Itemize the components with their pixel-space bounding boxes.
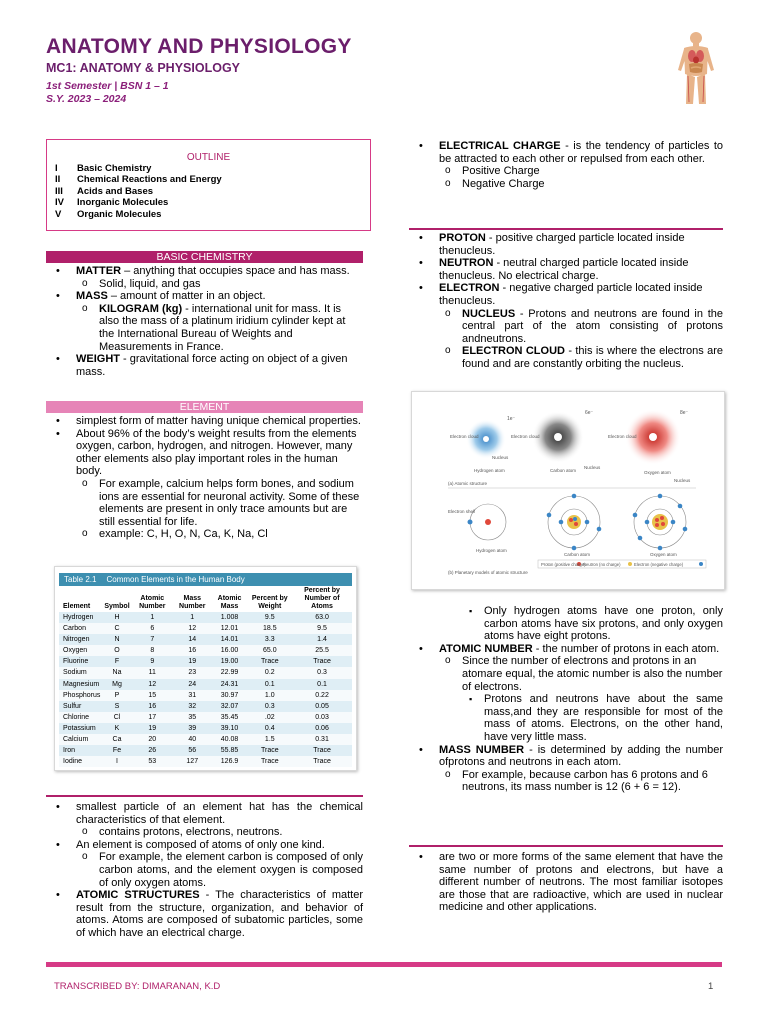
table-cell: 12 xyxy=(188,625,197,633)
table-cell: F xyxy=(114,658,120,666)
proton-bullet xyxy=(409,232,723,257)
neutron-definition: - neutral charged particle located inside thenucleus. No electrical charge. xyxy=(439,257,689,282)
outline-box xyxy=(46,139,371,231)
table-row xyxy=(59,623,352,634)
table-cell: 0.31 xyxy=(315,736,329,744)
table-cell: 19 xyxy=(188,658,197,666)
table-cell: 0.03 xyxy=(315,713,329,721)
semester-line: 1st Semester | BSN 1 – 1 xyxy=(46,80,169,92)
table-cell: Trace xyxy=(260,747,279,755)
outline-item xyxy=(55,209,222,220)
label-electron-cloud-2: Electron cloud xyxy=(511,434,540,439)
basic-chemistry-section xyxy=(46,265,363,378)
table-cell: 32 xyxy=(188,702,197,710)
table-row xyxy=(59,723,352,734)
table-cell: Na xyxy=(112,669,122,677)
atom-contents: o contains protons, electrons, neutrons. xyxy=(46,826,363,839)
table-cell: 1.0 xyxy=(264,691,275,699)
weight-definition: - gravitational force acting on object of a given mass. xyxy=(76,353,348,378)
legend-proton: Proton (positive charge) xyxy=(541,562,586,567)
table-cell: 16.00 xyxy=(220,647,239,655)
table-cell: 0.1 xyxy=(317,680,327,688)
outline-num: V xyxy=(55,208,62,220)
elements-table xyxy=(59,586,352,767)
table-header-cell: Mass Number xyxy=(179,595,206,610)
table-cell: Trace xyxy=(313,747,331,755)
proton-uniqueness: ▪ Only hydrogen atoms have one proton, only carbon atoms have six protons, and only oxygen atoms have eight protons. xyxy=(409,605,723,643)
table-cell: Trace xyxy=(260,758,279,766)
table-cell: 25.5 xyxy=(315,647,329,655)
electrical-charge-bullet xyxy=(409,140,723,165)
outline-label: Inorganic Molecules xyxy=(77,197,169,209)
isotopes-divider xyxy=(409,845,723,847)
outline-label: Chemical Reactions and Energy xyxy=(77,174,222,186)
table-cell: 0.3 xyxy=(317,669,327,677)
neutron-bullet xyxy=(409,257,723,282)
table-cell: Sodium xyxy=(63,669,87,677)
atomic-structures-bullet xyxy=(46,889,363,939)
element-definition: • simplest form of matter having unique chemical properties. xyxy=(46,415,363,428)
table-row xyxy=(59,667,352,678)
outline-item xyxy=(55,163,222,174)
table-cell: 1.008 xyxy=(220,614,239,621)
element-section xyxy=(46,415,363,541)
table-cell: 12.01 xyxy=(220,625,239,633)
table-cell: O xyxy=(114,647,120,655)
table-header-cell: Atomic Mass xyxy=(217,595,242,610)
footer-bar xyxy=(46,962,722,967)
label-oxygen-atom: Oxygen atom xyxy=(644,470,671,475)
table-cell: 32.07 xyxy=(220,702,239,710)
table-cell: 9 xyxy=(150,658,155,666)
table-row xyxy=(59,712,352,723)
label-hydrogen-atom: Hydrogen atom xyxy=(474,468,505,473)
electron-cloud-term: ELECTRON CLOUD xyxy=(462,345,565,358)
table-cell: 9.5 xyxy=(317,625,327,633)
element-heading: ELEMENT xyxy=(46,401,363,413)
mass-number-term: MASS NUMBER xyxy=(439,743,525,756)
table-row xyxy=(59,612,352,623)
table-cell: H xyxy=(114,614,120,621)
table-cell: Carbon xyxy=(63,625,86,633)
table-cell: 53 xyxy=(148,758,157,766)
table-cell: 0.4 xyxy=(264,724,275,732)
table-header-cell: Percent by Number of Atoms xyxy=(304,587,340,610)
weight-bullet xyxy=(46,353,363,378)
nucleus-definition: - Protons and neutrons are found in the central part of the atom consisting of protons andneutrons. xyxy=(462,307,723,345)
matter-term: MATTER xyxy=(76,265,122,277)
table-row xyxy=(59,745,352,756)
electron-cloud-item xyxy=(409,345,723,370)
table-cell: 0.06 xyxy=(315,724,329,732)
isotopes-section xyxy=(409,851,723,914)
electrical-charge-term: ELECTRICAL CHARGE xyxy=(439,140,561,152)
atomic-number-definition: - the number of protons in each atom. xyxy=(532,642,720,655)
proton-neutron-mass: ▪ Protons and neutrons have about the same mass,and they are responsible for most of the mass of atoms. Electrons, on the other hand, have very little mass. xyxy=(409,693,723,743)
table-cell: 3.3 xyxy=(264,636,275,644)
outline-item xyxy=(55,197,222,208)
table-cell: 35.45 xyxy=(220,713,239,721)
kilogram-item xyxy=(46,303,363,353)
table-cell: 12 xyxy=(148,680,157,688)
mass-number-definition: - is determined by adding the number ofprotons and neutrons in each atom. xyxy=(439,743,723,769)
table-cell: Fluorine xyxy=(63,658,89,666)
table-cell: Calcium xyxy=(63,736,89,744)
outline-num: IV xyxy=(55,197,64,209)
table-cell: Iodine xyxy=(63,758,83,766)
table-cell: 56 xyxy=(188,747,197,755)
table-cell: 11 xyxy=(148,669,156,677)
element-example-calcium: o For example, calcium helps form bones, and sodium ions are essential for neuronal activity. Some of these elements are present in only trace amounts but are still essential for life. xyxy=(46,478,363,528)
outline-item xyxy=(55,186,222,197)
label-nucleus-2: Nucleus xyxy=(584,465,601,470)
oxygen-nucleus xyxy=(649,433,657,441)
table-cell: 39.10 xyxy=(220,724,239,732)
atom-section xyxy=(46,801,363,940)
nucleus-item xyxy=(409,308,723,346)
table-cell: 7 xyxy=(150,636,155,644)
table-cell: 16 xyxy=(188,647,197,655)
table-cell: Phosphorus xyxy=(63,691,101,699)
table-cell: P xyxy=(114,691,120,699)
label-electron-shell: Electron shell xyxy=(448,509,476,514)
table-title: Common Elements in the Human Body xyxy=(106,575,245,584)
label-oxygen-atom-b: Oxygen atom xyxy=(650,552,677,557)
table-cell: 1.5 xyxy=(264,736,275,744)
table-cell: 22.99 xyxy=(220,669,239,677)
table-cell: K xyxy=(114,724,120,732)
table-cell: Trace xyxy=(313,658,331,666)
school-year-line: S.Y. 2023 – 2024 xyxy=(46,93,127,105)
table-cell: 8 xyxy=(150,647,155,655)
outline-list xyxy=(55,163,222,220)
negative-charge: o Negative Charge xyxy=(409,178,723,191)
label-hydrogen-atom-b: Hydrogen atom xyxy=(476,548,507,553)
table-cell: Sulfur xyxy=(63,702,82,710)
label-nucleus-3: Nucleus xyxy=(674,478,691,483)
nucleus-term: NUCLEUS xyxy=(462,307,516,320)
basic-chemistry-heading: BASIC CHEMISTRY xyxy=(46,251,363,263)
matter-states: o Solid, liquid, and gas xyxy=(46,278,363,291)
table-cell: Trace xyxy=(313,758,331,766)
table-header-cell: Element xyxy=(63,603,91,610)
table-header-cell: Percent by Weight xyxy=(251,595,288,610)
atomic-structures-definition: - The characteristics of matter result from the structure, organization, and behavior of atoms. Atoms are composed of subatomic particles, some of which have an electrical charge. xyxy=(76,889,363,939)
caption-planetary-models: (b) Planetary models of atomic structure xyxy=(448,570,528,575)
kilogram-definition: - international unit for mass. It is also the mass of a platinum iridium cylinder kept at the International Bureau of Weights and Measurements in France. xyxy=(99,302,346,353)
atom-element-kind: • An element is composed of atoms of only one kind. xyxy=(46,839,363,852)
atom-definition: • smallest particle of an element hat has the chemical characteristics of that element. xyxy=(46,801,363,826)
outline-label: Basic Chemistry xyxy=(77,163,152,174)
mass-definition: – amount of matter in an object. xyxy=(107,290,266,303)
table-row xyxy=(59,690,352,701)
table-cell: Potassium xyxy=(63,724,96,732)
table-row xyxy=(59,634,352,645)
proton-term: PROTON xyxy=(439,232,486,244)
mass-bullet xyxy=(46,290,363,303)
hydrogen-electron-count: 1e⁻ xyxy=(507,416,516,422)
table-cell: 39 xyxy=(188,724,197,732)
weight-term: WEIGHT xyxy=(76,353,120,366)
table-cell: Magnesium xyxy=(63,680,100,688)
table-header-cell: Symbol xyxy=(104,603,130,610)
table-row xyxy=(59,701,352,712)
atomic-structure-figure xyxy=(411,391,725,590)
atom-carbon-example: o For example, the element carbon is composed of only carbon atoms, and the element oxygen is composed of only oxygen atoms. xyxy=(46,851,363,889)
table-cell: 14 xyxy=(188,636,197,644)
positive-charge: o Positive Charge xyxy=(409,165,723,178)
table-cell: 65.0 xyxy=(262,647,277,655)
mass-term: MASS xyxy=(76,290,108,303)
table-cell: 18.5 xyxy=(262,625,277,633)
table-cell: 24 xyxy=(188,680,197,688)
table-header-cell: Atomic Number xyxy=(139,595,166,610)
label-electron-cloud-3: Electron cloud xyxy=(608,434,637,439)
table-cell: 0.22 xyxy=(315,691,329,699)
table-row xyxy=(59,645,352,656)
table-cell: 40 xyxy=(188,736,197,744)
table-cell: 26 xyxy=(148,747,157,755)
table-cell: Hydrogen xyxy=(63,614,94,621)
label-carbon-atom-b: Carbon atom xyxy=(564,552,591,557)
table-cell: 23 xyxy=(188,669,197,677)
electrical-charge-definition: - is the tendency of particles to be attracted to each other or repulsed from each other. xyxy=(439,140,723,165)
electron-cloud-definition: - this is where the electrons are found and are constantly orbiting the nucleus. xyxy=(462,345,723,370)
table-cell: 35 xyxy=(188,713,197,721)
electrical-charge-section xyxy=(409,140,723,190)
atom-divider xyxy=(46,795,363,797)
caption-atomic-structure: (a) Atomic structure xyxy=(448,481,488,486)
table-cell: 19.00 xyxy=(220,658,239,666)
table-row xyxy=(59,656,352,667)
table-cell: 0.2 xyxy=(264,669,275,677)
table-cell: Ca xyxy=(112,736,122,744)
outline-num: II xyxy=(55,174,61,186)
outline-label: Acids and Bases xyxy=(77,185,154,197)
table-row xyxy=(59,679,352,690)
page-number: 1 xyxy=(708,981,714,992)
table-cell: Fe xyxy=(112,747,122,755)
table-cell: 30.97 xyxy=(220,691,239,699)
table-cell: 40.08 xyxy=(220,736,239,744)
table-cell: 20 xyxy=(148,736,157,744)
table-cell: 63.0 xyxy=(315,614,329,621)
proton-definition: - positive charged particle located inside thenucleus. xyxy=(439,232,685,257)
table-cell: Oxygen xyxy=(63,647,88,655)
outline-label: Organic Molecules xyxy=(77,208,162,220)
carbon-electron-count: 6e⁻ xyxy=(585,410,594,416)
table-cell: 14.01 xyxy=(220,636,239,644)
table-cell: 15 xyxy=(148,691,157,699)
course-subtitle: MC1: ANATOMY & PHYSIOLOGY xyxy=(46,61,241,75)
atomic-number-bullet xyxy=(409,643,723,656)
table-cell: 6 xyxy=(150,625,155,633)
table-cell: 9.5 xyxy=(264,614,275,621)
electron-definition: - negative charged particle located inside thenucleus. xyxy=(439,282,703,307)
table-cell: I xyxy=(116,758,118,766)
neutron-term: NEUTRON xyxy=(439,257,494,270)
table-cell: C xyxy=(114,625,120,633)
outline-title: OUTLINE xyxy=(186,152,231,163)
table-cell: 0.1 xyxy=(264,680,275,688)
table-cell: 0.3 xyxy=(264,702,275,710)
table-cell: Cl xyxy=(113,713,121,721)
transcriber-credit: TRANSCRIBED BY: DIMARANAN, K.D xyxy=(54,981,221,992)
table-cell: 126.9 xyxy=(220,758,239,766)
mass-number-bullet xyxy=(409,744,723,769)
table-cell: Trace xyxy=(260,658,279,666)
table-body xyxy=(59,612,352,767)
table-cell: 0.05 xyxy=(315,702,329,710)
table-cell: N xyxy=(114,636,120,644)
label-nucleus: Nucleus xyxy=(492,455,509,460)
atomic-number-term: ATOMIC NUMBER xyxy=(439,642,533,655)
table-number: Table 2.1 xyxy=(64,575,97,584)
table-cell: 1.4 xyxy=(317,636,327,644)
table-cell: 1 xyxy=(150,614,155,621)
legend-electron: Electron (negative charge) xyxy=(634,562,684,567)
elements-table-figure xyxy=(54,566,357,771)
element-body-weight: • About 96% of the body’s weight results from the elements oxygen, carbon, hydrogen, and nitrogen. However, many other elements also play important roles in the human body. xyxy=(46,428,363,478)
matter-definition: – anything that occupies space and has mass. xyxy=(121,265,350,277)
element-example-list: o example: C, H, O, N, Ca, K, Na, Cl xyxy=(46,528,363,541)
atomic-number-electrons: o Since the number of electrons and protons in an atomare equal, the atomic number is also the number of electrons. xyxy=(409,655,723,693)
particles-divider xyxy=(409,228,723,230)
page-title: ANATOMY AND PHYSIOLOGY xyxy=(46,35,352,58)
mass-number-example: o For example, because carbon has 6 protons and 6 neutrons, its mass number is 12 (6 + 6 = 12). xyxy=(409,769,723,794)
hydrogen-nucleus xyxy=(483,436,489,442)
table-header-row xyxy=(59,586,352,612)
table-cell: 127 xyxy=(186,758,199,766)
outline-num: III xyxy=(55,185,63,197)
outline-item xyxy=(55,174,222,185)
matter-bullet xyxy=(46,265,363,278)
table-cell: 17 xyxy=(148,713,157,721)
table-cell: Mg xyxy=(112,680,122,688)
table-cell: 16 xyxy=(148,702,157,710)
table-cell: 1 xyxy=(190,614,195,621)
particles-section xyxy=(409,232,723,371)
kilogram-term: KILOGRAM (kg) xyxy=(99,302,183,315)
table-cell: Iron xyxy=(63,747,76,755)
outline-num: I xyxy=(55,163,58,174)
label-carbon-atom: Carbon atom xyxy=(550,468,577,473)
carbon-nucleus xyxy=(554,433,562,441)
atom-diagram xyxy=(412,392,724,589)
table-cell: 31 xyxy=(188,691,197,699)
table-cell: .02 xyxy=(264,713,275,721)
table-cell: S xyxy=(114,702,120,710)
table-cell: Chlorine xyxy=(63,713,90,721)
electron-term: ELECTRON xyxy=(439,282,500,295)
table-row xyxy=(59,734,352,745)
isotopes-definition: • are two or more forms of the same element that have the same number of protons and electrons, but have a different number of neutrons. The most familiar isotopes are those that are radioactive, which are used in nuclear medicine and other applications. xyxy=(409,851,723,914)
oxygen-electron-count: 8e⁻ xyxy=(680,410,689,416)
human-body-icon xyxy=(674,30,718,108)
table-caption xyxy=(59,573,352,586)
table-cell: 19 xyxy=(148,724,157,732)
legend-neutron: Neutron (no charge) xyxy=(583,562,621,567)
table-cell: 24.31 xyxy=(220,680,239,688)
label-electron-cloud: Electron cloud xyxy=(450,434,479,439)
electron-bullet xyxy=(409,282,723,307)
atomic-number-section xyxy=(409,605,723,794)
table-cell: Nitrogen xyxy=(63,636,90,644)
atomic-structures-term: ATOMIC STRUCTURES xyxy=(76,889,200,902)
table-row xyxy=(59,756,352,767)
table-cell: 55.85 xyxy=(220,747,239,755)
